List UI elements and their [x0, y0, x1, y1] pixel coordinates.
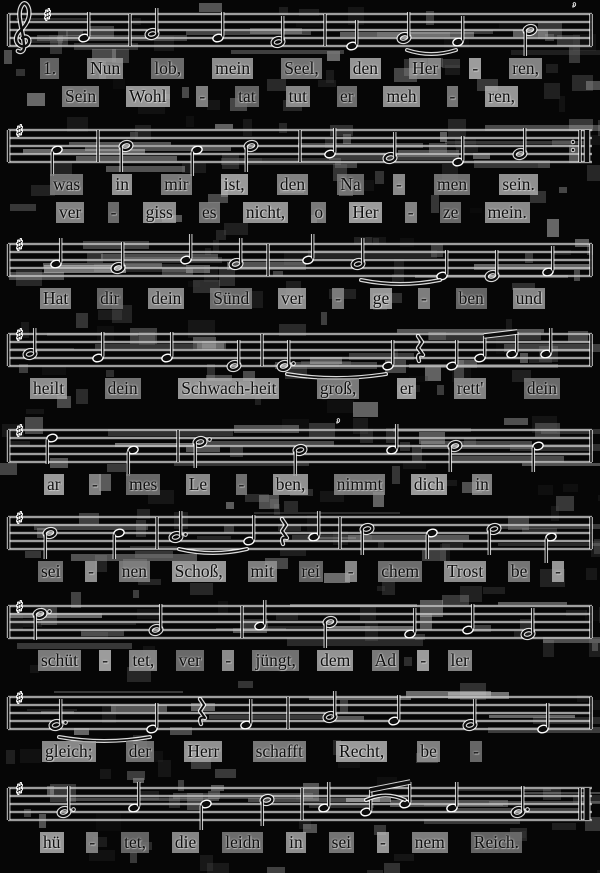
lyric-word: was: [50, 174, 83, 195]
lyric-word: Herr: [184, 741, 222, 762]
lyric-word: Seel,: [281, 58, 322, 79]
augmentation-dot: [526, 808, 530, 812]
lyric-word: -: [86, 832, 98, 853]
sharp-icon: ♯: [16, 422, 24, 440]
lyric-word: tet,: [121, 832, 149, 853]
augmentation-dot: [208, 438, 212, 442]
lyric-line-1: [0, 378, 600, 402]
lyric-word: chem: [378, 561, 422, 582]
lyric-word: dir: [97, 288, 122, 309]
lyric-word: schüt: [38, 650, 81, 671]
lyric-word: ben: [456, 288, 487, 309]
breath-mark: ’: [336, 417, 341, 432]
lyric-word: ren,: [485, 86, 518, 107]
staff-system-9: [0, 774, 600, 873]
lyric-word: ver: [176, 650, 204, 671]
lyric-word: ist,: [221, 174, 248, 195]
lyric-word: Nun: [87, 58, 123, 79]
lyric-word: er: [397, 378, 417, 399]
lyric-word: be: [417, 741, 440, 762]
lyric-word: mes: [126, 474, 160, 495]
lyric-word: Sünd: [210, 288, 252, 309]
lyric-word: Her: [409, 58, 441, 79]
lyric-word: und: [513, 288, 545, 309]
lyric-word: -: [447, 86, 459, 107]
lyric-word: nen: [119, 561, 150, 582]
noise-streak: [101, 254, 218, 259]
lyric-word: -: [99, 650, 111, 671]
lyric-word: ver: [56, 202, 84, 223]
lyric-word: mein: [212, 58, 253, 79]
lyric-word: -: [469, 58, 481, 79]
lyric-word: ge: [370, 288, 393, 309]
lyric-line-1: [0, 474, 600, 498]
lyric-word: -: [236, 474, 248, 495]
sharp-icon: ♯: [16, 598, 24, 616]
lyric-word: Wohl: [126, 86, 169, 107]
lyric-word: nimmt: [334, 474, 386, 495]
lyric-line-1: [0, 288, 600, 312]
noise-streak: [54, 691, 183, 693]
lyric-word: hü: [40, 832, 64, 853]
lyric-word: der: [126, 741, 154, 762]
lyric-word: lob,: [151, 58, 184, 79]
staff-system-1: [0, 0, 600, 120]
lyric-word: ben,: [273, 474, 309, 495]
lyric-word: mir: [161, 174, 191, 195]
lyric-word: ren,: [509, 58, 542, 79]
lyric-word: in: [472, 474, 492, 495]
noise-streak: [17, 643, 132, 649]
lyric-word: die: [172, 832, 199, 853]
noise-streak: [76, 156, 177, 161]
lyric-word: mit: [248, 561, 277, 582]
noise-streak: [95, 344, 193, 349]
staff-notation: [0, 503, 600, 567]
lyric-word: ar: [44, 474, 64, 495]
lyric-word: mein.: [485, 202, 530, 223]
augmentation-dot: [72, 808, 76, 812]
lyric-line-1: [0, 561, 600, 585]
lyric-word: Hat: [40, 288, 71, 309]
lyric-line-1: [0, 174, 600, 198]
lyric-word: dein: [524, 378, 560, 399]
lyric-word: rei: [299, 561, 323, 582]
noise-streak: [292, 535, 372, 540]
lyric-word: heilt: [30, 378, 67, 399]
staff-notation: [0, 416, 600, 480]
sharp-icon: ♯: [16, 122, 24, 140]
staff-notation: [0, 0, 600, 64]
sharp-icon: ♯: [16, 780, 24, 798]
lyric-line-1: [0, 832, 600, 856]
staff-notation: [0, 116, 600, 180]
lyric-word: schafft: [253, 741, 306, 762]
lyric-word: groß,: [317, 378, 359, 399]
lyric-word: dem: [317, 650, 353, 671]
lyric-word: -: [417, 650, 429, 671]
lyric-word: Na: [337, 174, 363, 195]
noise-streak: [377, 32, 450, 37]
lyric-word: Schoß,: [172, 561, 226, 582]
lyric-word: -: [345, 561, 357, 582]
lyric-word: Schwach-heit: [178, 378, 279, 399]
augmentation-dot: [292, 362, 296, 366]
lyric-word: -: [196, 86, 208, 107]
staff-notation: [0, 320, 600, 384]
lyric-word: ler: [448, 650, 472, 671]
lyric-word: Recht,: [336, 741, 387, 762]
noise-streak: [27, 709, 77, 711]
noise-streak: [498, 543, 600, 546]
lyric-word: dich: [411, 474, 447, 495]
lyric-word: ver: [278, 288, 306, 309]
augmentation-dot: [48, 610, 52, 614]
lyric-word: Sein: [62, 86, 99, 107]
lyric-word: ze: [440, 202, 462, 223]
lyric-word: Ad: [372, 650, 399, 671]
noise-streak: [254, 512, 400, 514]
lyric-word: -: [418, 288, 430, 309]
lyric-word: -: [222, 650, 234, 671]
staff-notation: [0, 592, 600, 656]
noise-streak: [71, 554, 197, 561]
lyric-word: o: [311, 202, 326, 223]
lyric-word: jüngt,: [252, 650, 298, 671]
lyric-word: men: [434, 174, 470, 195]
lyric-word: tet,: [129, 650, 157, 671]
lyric-word: er: [337, 86, 357, 107]
noise-streak: [197, 536, 231, 539]
noise-streak: [489, 715, 575, 718]
lyric-word: den: [350, 58, 381, 79]
lyric-word: -: [470, 741, 482, 762]
lyric-word: tut: [286, 86, 310, 107]
breath-mark: ’: [572, 1, 577, 16]
lyric-word: es: [199, 202, 220, 223]
lyric-word: in: [286, 832, 306, 853]
lyric-word: be: [508, 561, 531, 582]
lyric-word: Her: [349, 202, 381, 223]
lyric-word: dein: [105, 378, 141, 399]
sharp-icon: ♯: [16, 509, 24, 527]
lyric-line-1: [0, 58, 600, 82]
lyric-word: Reich.: [471, 832, 522, 853]
sharp-icon: ♯: [16, 689, 24, 707]
lyric-word: -: [332, 288, 344, 309]
lyric-word: Trost: [444, 561, 486, 582]
lyric-word: den: [277, 174, 308, 195]
lyric-word: sein.: [499, 174, 538, 195]
lyric-word: leidn: [222, 832, 263, 853]
noise-streak: [445, 141, 590, 144]
lyric-word: sei: [38, 561, 63, 582]
lyric-word: gleich;: [42, 741, 96, 762]
lyric-word: giss: [143, 202, 176, 223]
noise-streak: [135, 551, 173, 558]
lyric-line-2: [0, 202, 600, 226]
lyric-word: rett': [454, 378, 486, 399]
lyric-word: dein: [148, 288, 184, 309]
sharp-icon: ♯: [16, 326, 24, 344]
noise-streak: [209, 715, 324, 719]
staff-notation: [0, 683, 600, 747]
noise-streak: [231, 50, 344, 54]
lyric-word: nem: [412, 832, 448, 853]
repeat-dot: [571, 148, 575, 152]
lyric-word: Le: [186, 474, 210, 495]
lyric-word: tat: [235, 86, 259, 107]
lyric-word: -: [405, 202, 417, 223]
lyric-word: -: [393, 174, 405, 195]
lyric-word: sei: [329, 832, 354, 853]
lyric-word: nicht,: [243, 202, 288, 223]
lyric-word: in: [112, 174, 132, 195]
sharp-icon: ♯: [44, 6, 52, 24]
lyric-line-2: [0, 86, 600, 110]
repeat-dot: [571, 140, 575, 144]
augmentation-dot: [184, 533, 188, 537]
staff-notation: [0, 774, 600, 838]
lyric-line-1: [0, 650, 600, 674]
lyric-word: -: [108, 202, 120, 223]
lyric-word: meh: [383, 86, 419, 107]
sharp-icon: ♯: [16, 236, 24, 254]
lyric-word: -: [85, 561, 97, 582]
lyric-line-1: [0, 741, 600, 765]
lyric-word: 1.: [40, 58, 59, 79]
staff-system-2: [0, 116, 600, 236]
lyric-word: -: [377, 832, 389, 853]
lyric-word: -: [552, 561, 564, 582]
augmentation-dot: [64, 721, 68, 725]
noise-streak: [106, 166, 185, 172]
staff-notation: [0, 230, 600, 294]
lyric-word: -: [89, 474, 101, 495]
